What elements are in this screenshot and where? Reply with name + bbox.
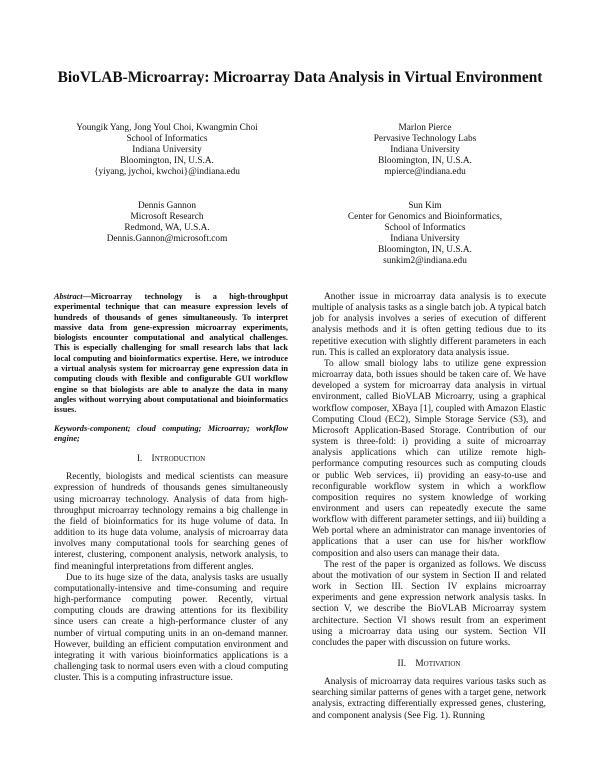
author-block-1 bbox=[60, 123, 274, 178]
author-block-4 bbox=[318, 201, 532, 268]
affiliation-line: Bloomington, IN, U.S.A. bbox=[120, 156, 214, 167]
section-heading-motivation: II. Motivation bbox=[397, 659, 461, 669]
author-names: Youngik Yang, Jong Youl Choi, Kwangmin Choi bbox=[76, 123, 258, 133]
left-column bbox=[54, 292, 288, 684]
author-names: Dennis Gannon bbox=[137, 201, 197, 211]
affiliation-line: School of Informatics bbox=[126, 134, 208, 145]
intro-paragraph-1: Recently, biologists and medical scientists can measure expression of hundreds of thousands genes simultaneously using microarray technology. Analysis of data from high-throughput microarray technology remains a big challenge in the field of bioinformatics for its huge volume of data. In addition to its huge data volume, analysis of microarray data involves many computational tools for searching genes of interest, clustering, component analysis, network analysis, to find meaningful interpretations from different angles. bbox=[54, 472, 288, 572]
body-paragraph-4: Analysis of microarray data requires various tasks such as searching similar patterns of genes with a target gene, network analysis, extracting differentially expressed genes, clustering, and component analysis (See Fig. 1). Running bbox=[312, 677, 546, 721]
affiliation-line: Bloomington, IN, U.S.A. bbox=[378, 156, 472, 167]
author-email: Dennis.Gannon@microsoft.com bbox=[106, 234, 228, 245]
affiliation-line: Microsoft Research bbox=[130, 212, 204, 223]
body-paragraph-1: Another issue in microarray data analysis is to execute multiple of analysis tasks as a single batch job. A typical batch job for analysis involves a series of execution of different analysis methods and it is often getting tedious due to its repetitive execution with slightly different parameters in each run. This is called an exploratory data analysis issue. bbox=[312, 292, 546, 358]
author-email: mpierce@indiana.edu bbox=[384, 167, 466, 178]
affiliation-line: Indiana University bbox=[390, 145, 460, 156]
affiliation-line: Indiana University bbox=[132, 145, 202, 156]
body-paragraph-2: To allow small biology labs to utilize gene expression microarray data, both issues should be taken care of. We have developed a system for microarray data analysis in virtual environment, called BioVLAB Microarry, using a graphical workflow composer, XBaya [1], coupled with Amazon Elastic Computing Cloud (EC2), Simple Storage Service (S3), and Microsoft Application-Based Storage. Contribution of our system is three-fold: i) providing a suite of microarray analysis applications which can utilize remote high-performance computing resources such as computing clouds or public Web services, ii) providing an easy-to-use and reconfigurable workflow system in which a workflow composition requires no system knowledge of working environment and users can repeatedly execute the same workflow with different parameter settings, and iii) building a Web portal where an administrator can manage inventories of applications that a user can use for his/her workflow composition and also users can manage their data. bbox=[312, 358, 546, 559]
affiliation-line: Redmond, WA, U.S.A. bbox=[124, 223, 210, 234]
author-names: Marlon Pierce bbox=[398, 123, 452, 133]
body-paragraph-3: The rest of the paper is organized as follows. We discuss about the motivation of our system in Section II and related work in Section III. Section IV explains microarray experiments and gene expression network analysis tasks. In section V, we describe the BioVLAB Microarray system architecture. Section VI shows result from an experiment using a microarray data using our system. Section VII concludes the paper with discussion on future works. bbox=[312, 559, 546, 648]
keywords: Keywords-component; cloud computing; Microarray; workflow engine; bbox=[54, 423, 288, 443]
author-email: {yiyang, jychoi, kwchoi}@indiana.edu bbox=[94, 167, 240, 178]
abstract-label: Abstract bbox=[54, 292, 83, 301]
affiliation-line: Pervasive Technology Labs bbox=[373, 134, 477, 145]
right-column bbox=[312, 292, 546, 722]
abstract bbox=[54, 292, 288, 416]
affiliation-line: School of Informatics bbox=[384, 223, 466, 234]
affiliation-line: Indiana University bbox=[390, 234, 460, 245]
affiliation-line: Bloomington, IN, U.S.A. bbox=[378, 245, 472, 256]
abstract-text: —Microarray technology is a high-throughput experimental technique that can measure expression levels of hundreds of thousands of genes simultaneously. To interpret massive data from gene-expression microarray experiments, biologists encounter computational and analytical challenges. This is especially challenging for small research labs that lack local computing and bioinformatics expertise. Here, we introduce a virtual analysis system for microarray gene expression data in computing clouds with flexible and configurable GUI workflow engine so that biologists are able to analyze the data in many angles without worrying about computational and bioinformatics issues. bbox=[54, 292, 288, 415]
intro-paragraph-2: Due to its huge size of the data, analysis tasks are usually computationally-intensive and time-consuming and require high-performance computing power. Recently, virtual computing clouds are drawing attentions for its flexibility since users can create a high-performance cluster of any number of virtual computing units in an on-demand manner. However, building an efficient computation environment and integrating it with various bioinformatics applications is a challenging task to normal users even with a cloud computing cluster. This is a computing infrastructure issue. bbox=[54, 572, 288, 684]
author-names: Sun Kim bbox=[408, 201, 442, 211]
paper-title: BioVLAB-Microarray: Microarray Data Analysis in Virtual Environment bbox=[57, 69, 543, 86]
affiliation-line: Center for Genomics and Bioinformatics, bbox=[347, 212, 503, 223]
author-block-2 bbox=[318, 123, 532, 178]
section-heading-introduction: I. Introduction bbox=[136, 454, 206, 465]
author-block-3 bbox=[60, 201, 274, 245]
author-email: sunkim2@indiana.edu bbox=[383, 256, 467, 267]
